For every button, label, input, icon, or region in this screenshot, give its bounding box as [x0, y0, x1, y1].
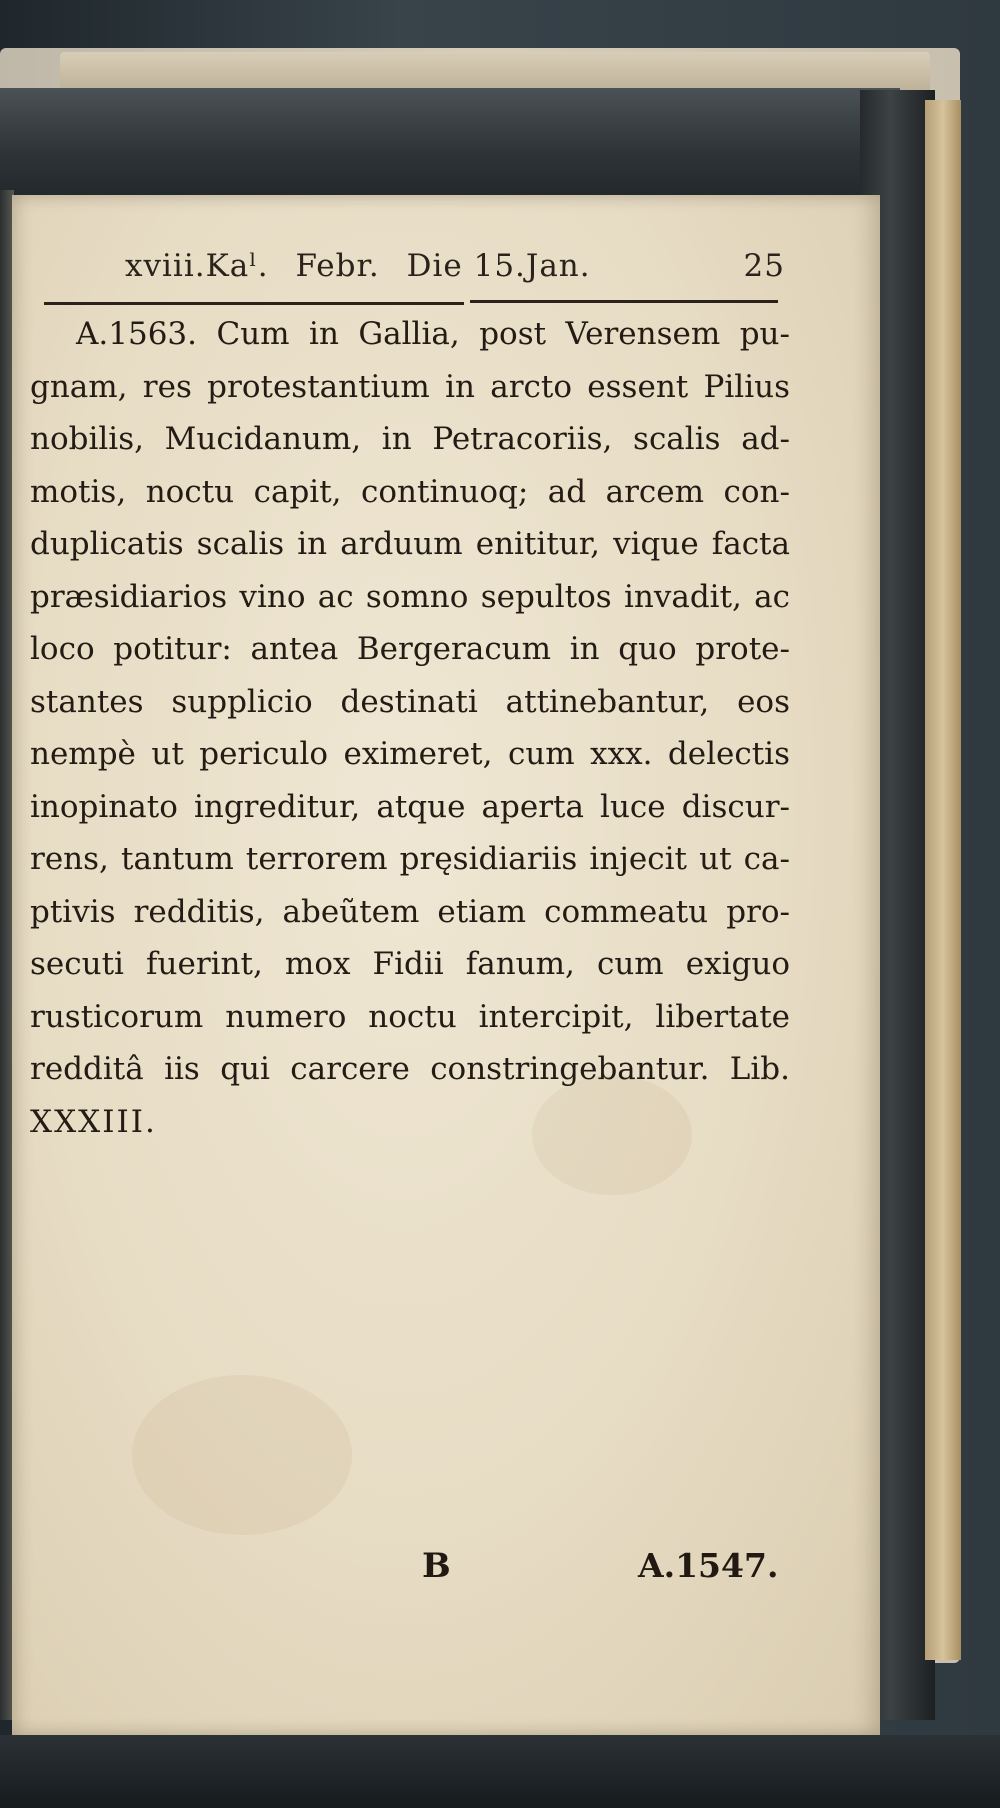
- text-line: redditâ iis qui carcere constringebantur. Lib.: [30, 1051, 790, 1087]
- text-line: stantes supplicio destinati attinebantur, eos: [30, 683, 790, 720]
- text-line: A.1563. Cum in Gallia, post Verensem pu-: [76, 316, 790, 352]
- running-head-date: xviii.Kaˡ.: [125, 248, 269, 284]
- text-line: secuti fuerint, mox Fidii fanum, cum exiguo: [30, 946, 790, 982]
- signature-mark: B: [422, 1546, 451, 1586]
- cover-fore-edge: [925, 100, 961, 1660]
- text-line: nobilis, Mucidanum, in Petracoriis, scalis ad-: [30, 421, 790, 457]
- catchword: A.1547.: [638, 1546, 779, 1585]
- text-line: gnam, res protestantium in arcto essent Pilius: [30, 368, 790, 405]
- text-line: ptivis redditis, abeũtem etiam commeatu pro-: [30, 893, 790, 930]
- text-line: inopinato ingreditur, atque aperta luce discur-: [30, 788, 790, 825]
- body-text: [30, 308, 790, 1148]
- text-line: rens, tantum terrorem pręsidiariis injecit ut ca-: [30, 841, 790, 877]
- top-edge-strip: [60, 52, 930, 90]
- text-line: loco potitur: antea Bergeracum in quo prote-: [30, 631, 790, 667]
- background-surface: [0, 1735, 1000, 1808]
- head-rule: [470, 300, 778, 303]
- text-line: XXXIII.: [30, 1103, 157, 1140]
- text-line: rusticorum numero noctu intercipit, libertate: [30, 998, 790, 1035]
- running-head-day: Die 15.Jan.: [406, 248, 591, 284]
- paper-stain: [132, 1375, 352, 1535]
- text-line: nempè ut periculo eximeret, cum xxx. delectis: [30, 736, 790, 772]
- page-block-top-edge: [0, 88, 900, 198]
- head-rule: [44, 302, 464, 305]
- page-number: 25: [743, 248, 785, 284]
- running-head-month: Febr.: [295, 248, 380, 284]
- text-line: duplicatis scalis in arduum enititur, vique facta: [30, 526, 790, 562]
- text-line: motis, noctu capit, continuoq; ad arcem con-: [30, 473, 790, 510]
- running-head: [125, 248, 785, 284]
- text-line: præsidiarios vino ac somno sepultos invadit, ac: [30, 578, 790, 615]
